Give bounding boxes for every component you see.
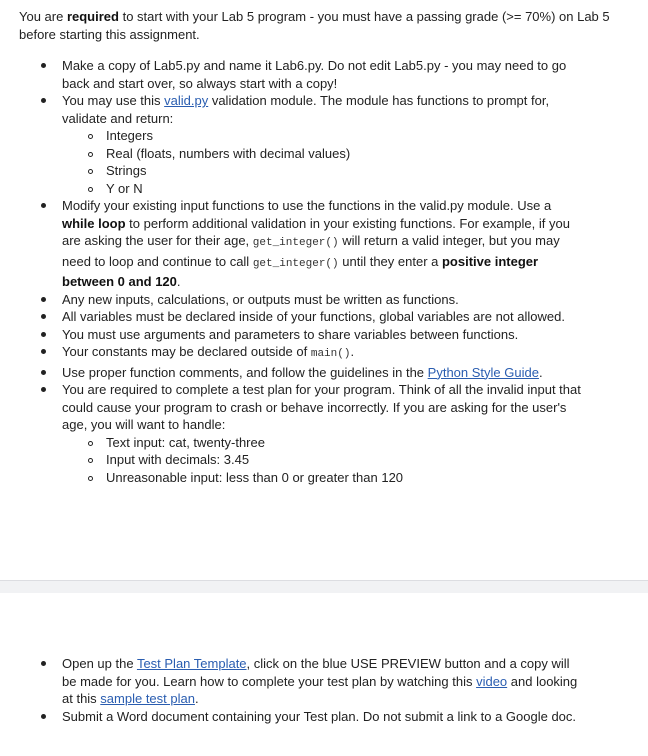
- list-item: Real (floats, numbers with decimal values): [106, 145, 586, 163]
- intro-paragraph: You are required to start with your Lab 5 program - you must have a passing grade (>= 70%) on Lab 5 before starting this assignment.: [19, 9, 610, 42]
- list-item: You are required to complete a test plan for your program. Think of all the invalid input that could cause your program to crash or behave incorrectly. If you are asking for the user's age, you will want to handle: Text input: cat, twenty-three Input with decimals: 3.45 Unreasonable input: less than 0 or greater than 120: [62, 381, 586, 486]
- sample-test-plan-link[interactable]: sample test plan: [100, 691, 195, 706]
- list-item: All variables must be declared inside of your functions, global variables are not allowed.: [62, 308, 586, 326]
- list-item: Y or N: [106, 180, 586, 198]
- valid-py-link[interactable]: valid.py: [164, 93, 209, 108]
- list-item: Integers: [106, 127, 586, 145]
- list-item: Open up the Test Plan Template, click on the blue USE PREVIEW button and a copy will be made for you. Learn how to complete your test plan by watching this video and looking at this sample test plan.: [62, 655, 586, 708]
- list-item: Strings: [106, 162, 586, 180]
- list-item: Modify your existing input functions to use the functions in the valid.py module. Use a while loop to perform additional validation in your existing functions. For example, if you are asking the user for their age, get_integer() will return a valid integer, but you may need to loop and continue to call get_integer() until they enter a positive integer between 0 and 120.: [62, 197, 586, 291]
- list-item: You may use this valid.py validation module. The module has functions to prompt for, validate and return: Integers Real (floats, numbers with decimal values) Strings Y or N: [62, 92, 586, 197]
- list-item: Unreasonable input: less than 0 or greater than 120: [106, 469, 586, 487]
- test-plan-card: [0, 593, 648, 756]
- test-plan-template-link[interactable]: Test Plan Template: [136, 656, 247, 671]
- code-get-integer: get_integer(): [252, 237, 339, 249]
- list-item: Make a copy of Lab5.py and name it Lab6.py. Do not edit Lab5.py - you may need to go back and start over, so always start with a copy!: [62, 57, 586, 92]
- list-item: Submit a Word document containing your Test plan. Do not submit a link to a Google doc.: [62, 708, 586, 726]
- list-item: You must use arguments and parameters to share variables between functions.: [62, 326, 586, 344]
- list-item: Your constants may be declared outside of main().: [62, 343, 586, 364]
- list-item: Text input: cat, twenty-three: [106, 434, 586, 452]
- requirements-list: [62, 57, 586, 486]
- code-get-integer: get_integer(): [252, 257, 339, 270]
- required-emphasis: required: [66, 9, 119, 24]
- list-item: Use proper function comments, and follow the guidelines in the Python Style Guide.: [62, 364, 586, 382]
- video-link[interactable]: video: [476, 673, 508, 689]
- list-item: Any new inputs, calculations, or outputs must be written as functions.: [62, 291, 586, 309]
- list-item: Input with decimals: 3.45: [106, 451, 586, 469]
- test-plan-list: [62, 655, 586, 725]
- return-types-list: [62, 127, 586, 197]
- invalid-input-list: [62, 434, 586, 487]
- section-divider: [0, 580, 648, 594]
- code-main: main(): [310, 348, 351, 360]
- python-style-guide-link[interactable]: Python Style Guide: [427, 364, 539, 380]
